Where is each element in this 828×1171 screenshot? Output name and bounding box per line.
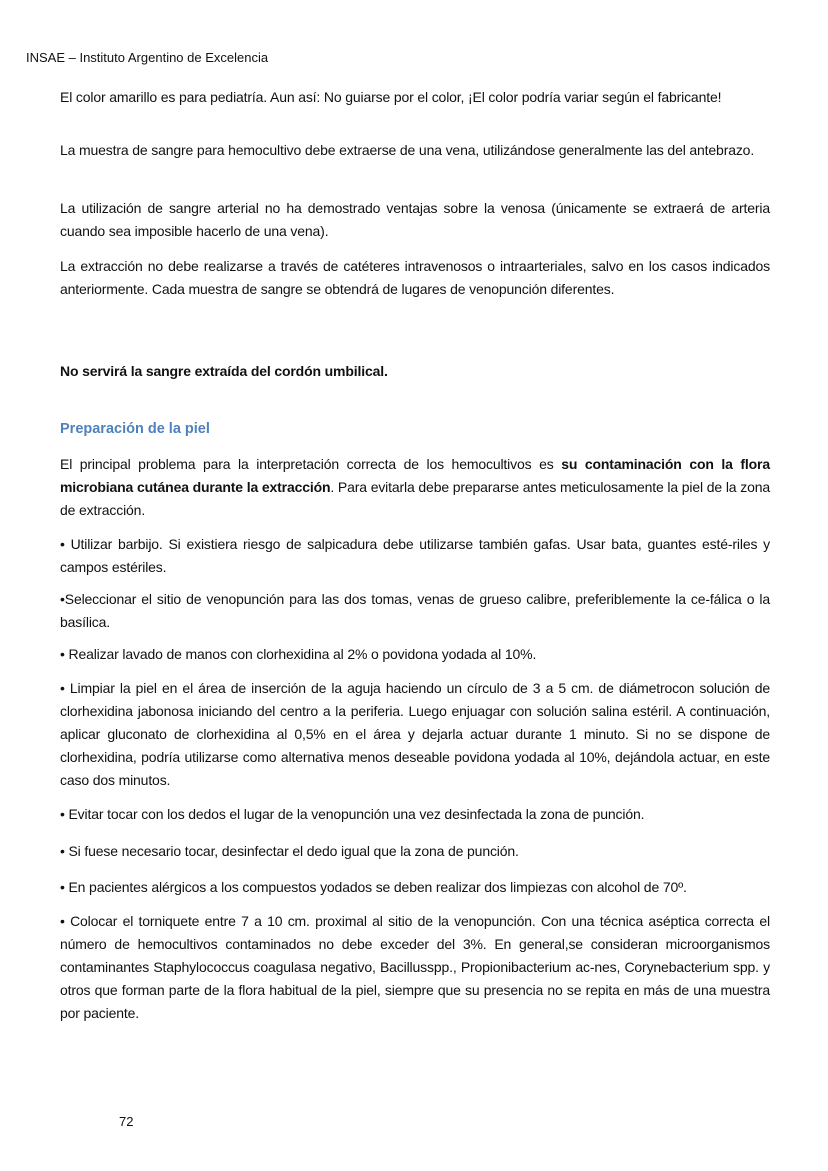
- bold-note: No servirá la sangre extraída del cordón umbilical.: [60, 363, 388, 379]
- intro-text: El principal problema para la interpretación correcta de los hemocultivos es: [60, 456, 562, 472]
- page-number: 72: [119, 1114, 134, 1129]
- intro-paragraph: [60, 453, 770, 522]
- bullet-item: • En pacientes alérgicos a los compuestos yodados se deben realizar dos limpiezas con alcohol de 70º.: [60, 879, 687, 895]
- paragraph: La utilización de sangre arterial no ha demostrado ventajas sobre la venosa (únicamente se extraerá de arteria cuando sea imposible hacerlo de una vena).: [60, 200, 770, 239]
- running-header: INSAE – Instituto Argentino de Excelencia: [26, 50, 269, 65]
- bullet-item: • Limpiar la piel en el área de inserción de la aguja haciendo un círculo de 3 a 5 cm. de diámetrocon solución de clorhexidina jabonosa iniciando del centro a la periferia. Luego enjuagar con solución salina estéril. A continuación, aplicar gluconato de clorhexidina al 0,5% en el área y dejarla actuar durante 1 minuto. Si no se dispone de clorhexidina, podría utilizarse como alternativa menos deseable povidona yodada al 10%, dejándola actuar, en este caso dos minutos.: [60, 680, 770, 788]
- bullet-item: • Evitar tocar con los dedos el lugar de la venopunción una vez desinfectada la zona de punción.: [60, 806, 645, 822]
- intro-text: . Para evitarla debe prepararse antes meticulosamente la piel de la zona de extracción.: [60, 479, 770, 518]
- paragraph: La extracción no debe realizarse a través de catéteres intravenosos o intraarteriales, salvo en los casos indicados anteriormente. Cada muestra de sangre se obtendrá de lugares de venopunción diferentes.: [60, 258, 770, 297]
- paragraph: El color amarillo es para pediatría. Aun así: No guiarse por el color, ¡El color podría variar según el fabricante!: [60, 89, 722, 105]
- bullet-item: • Si fuese necesario tocar, desinfectar el dedo igual que la zona de punción.: [60, 843, 519, 859]
- paragraph: La muestra de sangre para hemocultivo debe extraerse de una vena, utilizándose generalmente las del antebrazo.: [60, 142, 755, 158]
- bullet-item: • Realizar lavado de manos con clorhexidina al 2% o povidona yodada al 10%.: [60, 646, 537, 662]
- bullet-item: •Seleccionar el sitio de venopunción para las dos tomas, venas de grueso calibre, preferiblemente la ce-fálica o la basílica.: [60, 591, 770, 630]
- bullet-item: • Colocar el torniquete entre 7 a 10 cm. proximal al sitio de la venopunción. Con una técnica aséptica correcta el número de hemocultivos contaminados no debe exceder del 3%. En general,se consideran microorganismos contaminantes Staphylococcus coagulasa negativo, Bacillusspp., Propionibacterium ac-nes, Corynebacterium spp. y otros que forman parte de la flora habitual de la piel, siempre que su presencia no se repita en más de una muestra por paciente.: [60, 913, 770, 1021]
- bullet-item: • Utilizar barbijo. Si existiera riesgo de salpicadura debe utilizarse también gafas. Usar bata, guantes esté-riles y campos estériles.: [60, 536, 770, 575]
- section-heading: Preparación de la piel: [60, 421, 210, 437]
- intro-bold-text: su contaminación con la flora microbiana cutánea durante la extracción: [60, 456, 770, 495]
